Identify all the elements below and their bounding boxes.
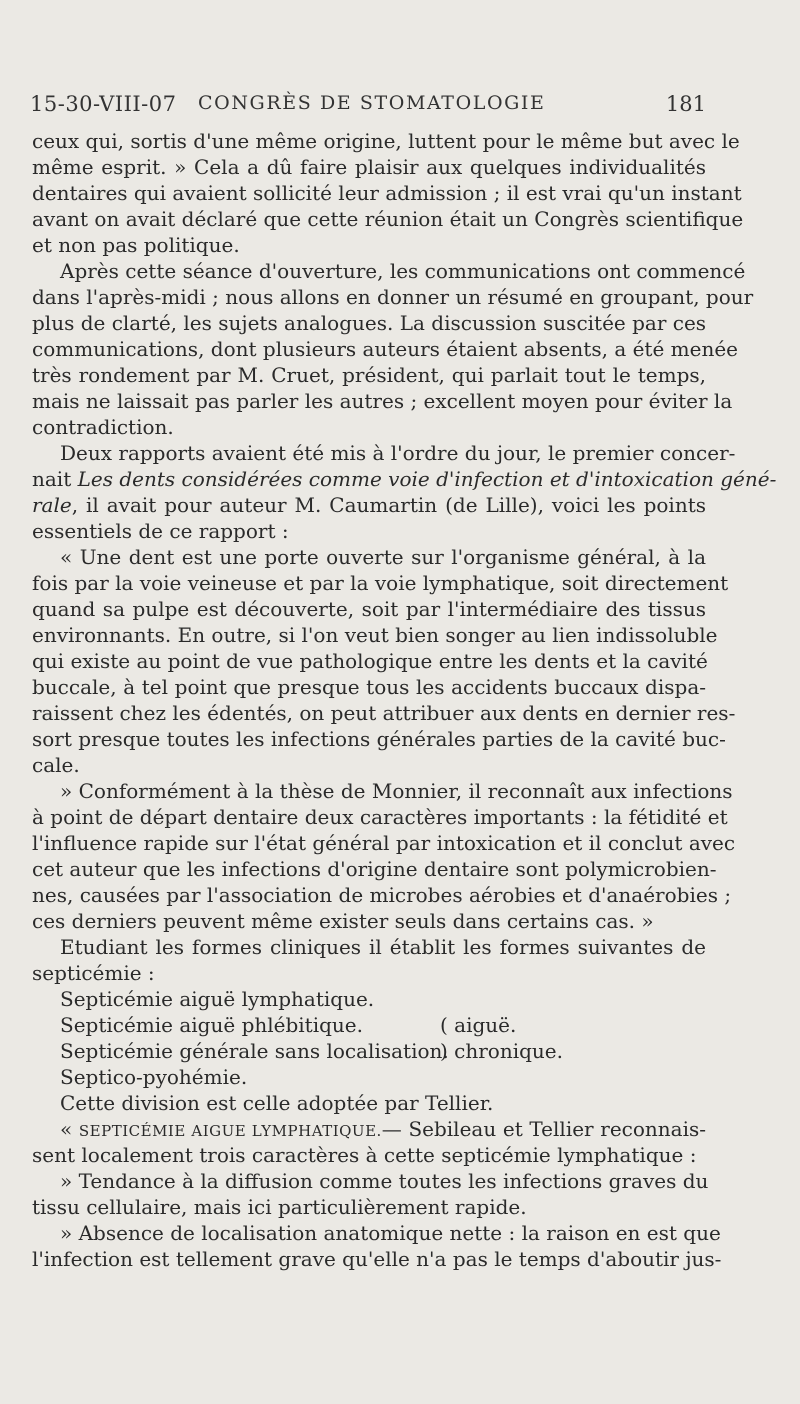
text-line: Après cette séance d'ouverture, les communications ont commencé	[60, 259, 746, 283]
text-line: essentiels de ce rapport :	[32, 519, 289, 543]
brace-option: ) chronique.	[440, 1039, 563, 1063]
text-line: avant on avait déclaré que cette réunion était un Congrès scientifique	[32, 207, 744, 231]
text-line: sort presque toutes les infections générales parties de la cavité buc-	[32, 727, 726, 751]
running-header	[30, 92, 706, 118]
text-line: plus de clarté, les sujets analogues. La discussion suscitée par ces	[32, 311, 707, 335]
text-line: l'influence rapide sur l'état général par intoxication et il conclut avec	[32, 831, 736, 855]
text-line: Etudiant les formes cliniques il établit les formes suivantes de	[60, 935, 706, 959]
page-number: 181	[665, 92, 706, 116]
text-line: communications, dont plusieurs auteurs étaient absents, a été menée	[32, 337, 739, 361]
text-line: cet auteur que les infections d'origine dentaire sont polymicrobien-	[32, 857, 717, 881]
text-span: , il avait pour auteur M. Caumartin (de Lille), voici les points	[71, 493, 706, 517]
text-line: fois par la voie veineuse et par la voie lymphatique, soit directement	[32, 571, 729, 595]
text-line: » Conformément à la thèse de Monnier, il reconnaît aux infections	[60, 779, 733, 803]
text-line-italic	[32, 466, 777, 492]
text-line: à point de départ dentaire deux caractères importants : la fétidité et	[32, 805, 728, 829]
text-line: quand sa pulpe est découverte, soit par l'intermédiaire des tissus	[32, 597, 706, 621]
header-date: 15-30-VIII-07	[30, 92, 177, 116]
text-line: contradiction.	[32, 415, 174, 439]
text-line: dentaires qui avaient sollicité leur admission ; il est vrai qu'un instant	[32, 181, 742, 205]
text-line: nes, causées par l'association de microbes aérobies et d'anaérobies ;	[32, 883, 732, 907]
list-item: Septicémie aiguë lymphatique.	[60, 987, 375, 1011]
section-heading: SEPTICÉMIE AIGUE LYMPHATIQUE.	[78, 1122, 382, 1140]
text-line: tissu cellulaire, mais ici particulièrement rapide.	[32, 1195, 527, 1219]
text-line: cale.	[32, 753, 80, 777]
text-line: qui existe au point de vue pathologique entre les dents et la cavité	[32, 649, 708, 673]
text-line: septicémie :	[32, 961, 155, 985]
list-item: Septicémie aiguë phlébitique.	[60, 1013, 363, 1037]
text-line: environnants. En outre, si l'on veut bien songer au lien indissoluble	[32, 623, 718, 647]
text-line: buccale, à tel point que presque tous les accidents buccaux dispa-	[32, 675, 706, 699]
report-title-italic: rale	[32, 493, 72, 517]
text-line: » Tendance à la diffusion comme toutes les infections graves du	[60, 1169, 709, 1193]
text-line: sent localement trois caractères à cette septicémie lymphatique :	[32, 1143, 697, 1167]
text-line: très rondement par M. Cruet, président, qui parlait tout le temps,	[32, 363, 706, 387]
header-title: CONGRÈS DE STOMATOLOGIE	[198, 92, 546, 114]
report-title-italic: Les dents considérées comme voie d'infection et d'intoxication géné-	[77, 467, 777, 491]
text-span: — Sebileau et Tellier reconnais-	[381, 1117, 707, 1141]
text-line: » Absence de localisation anatomique nette : la raison en est que	[60, 1221, 721, 1245]
text-line-smallcaps	[60, 1116, 706, 1142]
forms-brace-group	[60, 1012, 706, 1064]
text-line: Deux rapports avaient été mis à l'ordre du jour, le premier concer-	[60, 441, 736, 465]
text-line: ceux qui, sortis d'une même origine, luttent pour le même but avec le	[32, 129, 740, 153]
text-line: mais ne laissait pas parler les autres ; excellent moyen pour éviter la	[32, 389, 733, 413]
text-span: «	[60, 1117, 79, 1141]
list-item: Septicémie générale sans localisation.	[60, 1039, 449, 1063]
text-line: ces derniers peuvent même exister seuls dans certains cas. »	[32, 909, 654, 933]
list-item: Septico-pyohémie.	[60, 1065, 248, 1089]
text-line: raissent chez les édentés, on peut attribuer aux dents en dernier res-	[32, 701, 736, 725]
text-line-italic	[32, 492, 706, 518]
text-line: « Une dent est une porte ouverte sur l'organisme général, à la	[60, 545, 706, 569]
text-line: même esprit. » Cela a dû faire plaisir aux quelques individualités	[32, 155, 706, 179]
text-line: et non pas politique.	[32, 233, 240, 257]
text-line: Cette division est celle adoptée par Tellier.	[60, 1091, 494, 1115]
brace-option: ( aiguë.	[440, 1013, 517, 1037]
text-line: l'infection est tellement grave qu'elle n'a pas le temps d'aboutir jus-	[32, 1247, 722, 1271]
text-line: dans l'après-midi ; nous allons en donner un résumé en groupant, pour	[32, 285, 754, 309]
text-span: nait	[32, 467, 78, 491]
